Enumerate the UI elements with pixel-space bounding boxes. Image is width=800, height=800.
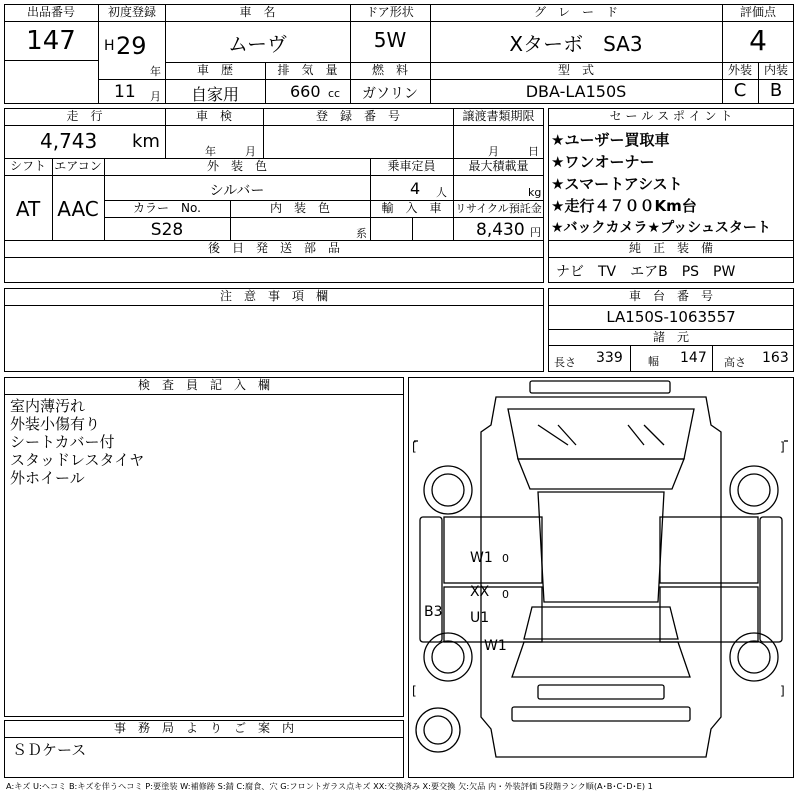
year-unit: 年 <box>150 65 161 78</box>
door-front-left <box>444 517 542 583</box>
bracket-left-top: [ <box>412 440 417 454</box>
mark-b3: B3 <box>424 604 443 620</box>
wheel-front-left-outer <box>424 466 472 514</box>
recycle-unit: 円 <box>530 226 541 239</box>
history-label: 車 歴 <box>196 63 233 77</box>
mark-w1-lower: W1 <box>484 638 507 654</box>
grille-line <box>644 425 664 445</box>
inspector-note: 室内薄汚れ <box>10 397 86 415</box>
ext-grade: C <box>733 80 747 101</box>
notes-label: 注 意 事 項 欄 <box>219 289 328 303</box>
windshield-outline <box>518 459 684 489</box>
ext-grade-label: 外装 <box>727 63 752 77</box>
width: 147 <box>680 350 707 366</box>
sales-point: ★ワンオーナー <box>551 153 655 171</box>
length: 339 <box>596 350 623 366</box>
bracket-right-top: ] <box>780 440 785 454</box>
model-label: 型 式 <box>557 63 594 77</box>
door-label: ドア形状 <box>366 5 414 19</box>
era: H <box>104 38 115 54</box>
office-note: ＳＤケース <box>12 741 87 759</box>
sales-point: ★ユーザー買取車 <box>551 131 670 149</box>
door-front-right <box>660 517 758 583</box>
length-label: 長さ <box>554 356 576 369</box>
mark-zero-upper: 0 <box>502 552 509 565</box>
int-color-unit: 系 <box>356 227 367 240</box>
mileage: 4,743 <box>40 129 98 153</box>
wheel-rear-right-outer <box>730 633 778 681</box>
model: DBA-LA150S <box>525 82 627 101</box>
max-load-label: 最大積載量 <box>468 159 529 173</box>
wheel-front-right-outer <box>730 466 778 514</box>
inspector-note: 外ホイール <box>10 469 85 487</box>
fuel: ガソリン <box>362 86 418 102</box>
ext-color: シルバー <box>209 183 265 199</box>
car-name: ムーヴ <box>228 32 287 56</box>
capacity-label: 乗車定員 <box>387 159 436 173</box>
mark-w1-upper: W1 <box>470 550 493 566</box>
hood-outline <box>508 409 694 459</box>
transfer-month-unit: 月 <box>488 145 499 158</box>
grade-label: グ レ ー ド <box>533 5 618 19</box>
bracket-right-bottom: ] <box>780 684 785 698</box>
door-rear-left <box>444 587 542 642</box>
ac: AAC <box>57 197 99 221</box>
sales-label: セ ー ル ス ポ イ ン ト <box>609 109 733 123</box>
dims-label: 諸 元 <box>652 330 689 344</box>
mark-xx: XX <box>470 584 490 600</box>
sales-point: ★走行４７００Km台 <box>551 197 697 215</box>
displacement-label: 排 気 量 <box>277 63 338 77</box>
bracket-left-bottom: [ <box>412 684 417 698</box>
first-reg-label: 初度登録 <box>107 5 156 19</box>
sales-point: ★バックカメラ★プッシュスタート <box>551 220 771 236</box>
equipment: ナビ TV エアB PS PW <box>556 264 736 280</box>
transfer-label: 譲渡書類期限 <box>462 109 535 123</box>
int-grade: B <box>769 80 783 101</box>
reg-month: 11 <box>114 82 136 102</box>
inspector-note: シートカバー付 <box>10 433 115 451</box>
door-rear-right <box>660 587 758 642</box>
wheel-front-right-inner <box>738 474 770 506</box>
legend: A:キズ U:ヘコミ B:キズを伴うヘコミ P:要塗装 W:補修跡 S:錆 C:腐食、穴 G:フロントガラス点キズ XX:交換済み X:要交換 欠:欠品 内・外装評価 5段階ランク順(A･B･C･D･E) 1 <box>6 781 653 791</box>
width-label: 幅 <box>648 355 659 368</box>
mark-zero-mid: 0 <box>502 588 509 601</box>
displacement: 660 <box>290 82 321 101</box>
int-color-label: 内 装 色 <box>269 201 330 215</box>
insp-year-unit: 年 <box>205 145 216 158</box>
door-type: 5W <box>373 28 407 52</box>
inspector-note: スタッドレスタイヤ <box>10 451 145 469</box>
rocker-right <box>760 517 782 642</box>
inspector-notes <box>10 397 144 487</box>
shift-label: シフト <box>9 159 46 173</box>
recycle-label: リサイクル預託金 <box>455 202 542 215</box>
car-name-label: 車 名 <box>239 5 276 19</box>
spare-tire-outer <box>416 708 460 752</box>
history: 自家用 <box>190 85 239 104</box>
height: 163 <box>762 350 789 366</box>
color-no-label: カラー No. <box>133 201 201 215</box>
reg-no-label: 登 録 番 号 <box>315 109 400 123</box>
rear-bumper-outline-2 <box>512 707 690 721</box>
score: 4 <box>749 24 767 57</box>
ext-color-label: 外 装 色 <box>206 159 267 173</box>
recycle: 8,430 <box>476 220 525 240</box>
lot-no-label: 出品番号 <box>26 5 75 19</box>
ac-label: エアコン <box>54 159 102 173</box>
rear-window-outline <box>524 607 678 639</box>
sales-points-list <box>551 129 771 239</box>
max-load-unit: kg <box>528 186 542 199</box>
inspection-label: 車 検 <box>195 109 232 123</box>
transfer-day-unit: 日 <box>528 145 539 158</box>
insp-month-unit: 月 <box>245 145 256 158</box>
fuel-label: 燃 料 <box>371 63 408 77</box>
month-unit: 月 <box>150 90 161 103</box>
wheel-front-left-inner <box>432 474 464 506</box>
inspector-label: 検 査 員 記 入 欄 <box>137 378 270 392</box>
rocker-left <box>420 517 442 642</box>
capacity: 4 <box>410 179 421 198</box>
mileage-label: 走 行 <box>66 109 103 123</box>
import-label: 輸 入 車 <box>381 201 442 215</box>
grille-line <box>538 425 568 445</box>
wheel-rear-left-outer <box>424 633 472 681</box>
score-label: 評価点 <box>739 5 776 19</box>
mark-u1: U1 <box>470 610 490 626</box>
wheel-rear-left-inner <box>432 641 464 673</box>
displacement-unit: cc <box>328 87 341 100</box>
trunk-outline <box>512 642 690 677</box>
spare-tire-inner <box>424 716 452 744</box>
capacity-unit: 人 <box>436 186 447 199</box>
chassis-label: 車 台 番 号 <box>628 289 713 303</box>
int-grade-label: 内装 <box>763 63 788 77</box>
shift: AT <box>15 197 41 221</box>
inspector-note: 外装小傷有り <box>10 415 101 433</box>
mileage-unit: km <box>132 131 160 152</box>
color-no: S28 <box>150 220 184 240</box>
car-diagram <box>408 377 794 778</box>
office-label: 事 務 局 よ り ご 案 内 <box>113 721 294 735</box>
equipment-label: 純 正 装 備 <box>628 241 713 255</box>
height-label: 高さ <box>724 356 746 369</box>
sales-point: ★スマートアシスト <box>551 175 683 193</box>
rear-bumper-outline <box>538 685 664 699</box>
reg-year: 29 <box>116 32 147 60</box>
grille-line <box>558 425 576 445</box>
wheel-rear-right-inner <box>738 641 770 673</box>
roof-outline <box>538 492 664 602</box>
chassis-no: LA150S-1063557 <box>606 308 736 326</box>
front-bumper-outline <box>530 381 670 393</box>
lot-no: 147 <box>26 26 76 56</box>
later-parts-label: 後 日 発 送 部 品 <box>207 241 340 255</box>
grade: Xターボ SA3 <box>509 32 643 56</box>
grille-line <box>628 425 644 445</box>
